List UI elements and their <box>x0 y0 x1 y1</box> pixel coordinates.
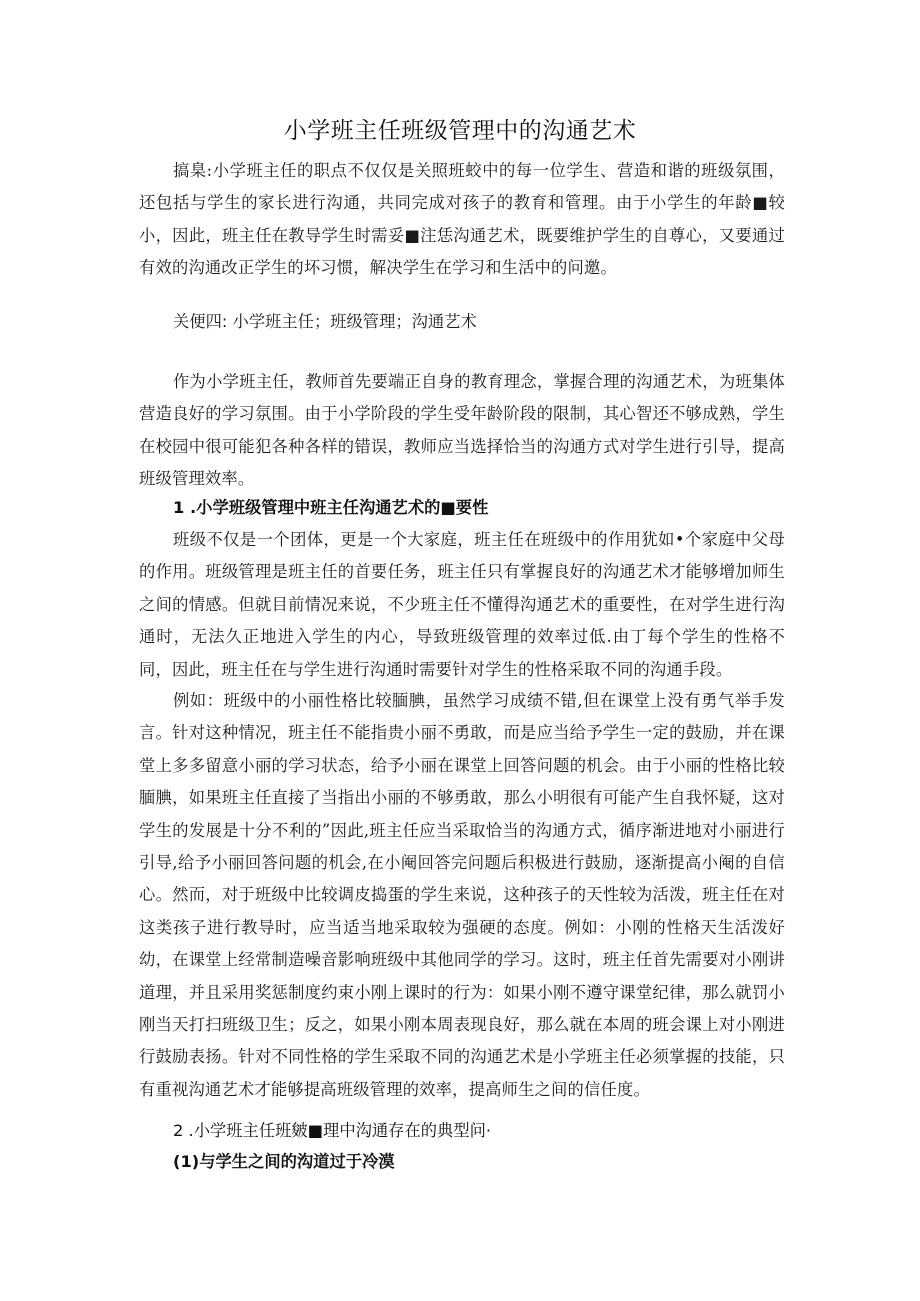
document-title: 小学班主任班级管理中的沟通艺术 <box>283 118 637 144</box>
abstract-paragraph: 搞臬:小学班主任的职点不仅仅是关照班蛟中的每一位学生、营造和谐的班级氛围，还包括与学生的家长进行沟通，共同完成对孩子的教育和管理。由于小学生的年龄■较小，因此，班主任在教导学生时需妥■注恁沟通艺术，既要维护学生的自尊心，又要通过有效的沟通改正学生的坏习惯，解决学生在学习和生活中的问邀。 <box>139 161 785 278</box>
keywords-text: 小学班主任；班级管理；沟通艺术 <box>232 312 477 331</box>
section-2-subheading-1: (1)与学生之间的沟道过于冷漠 <box>173 1152 395 1171</box>
section-1-heading: 1 .小学班级管理中班主任沟通艺术的■要性 <box>173 498 489 517</box>
keywords-line <box>173 306 477 338</box>
intro-paragraph: 作为小学班主任，教师首先要端正自身的教育理念，掌握合理的沟通艺术，为班集体营造良好的学习氛围。由于小学阶段的学生受年龄阶段的限制，其心智还不够成熟，学生在校园中很可能犯各种各样的错误，教师应当选择恰当的沟通方式对学生进行引导，提高班级管理效率。 <box>139 372 785 489</box>
section-1-paragraph-1: 班级不仅是一个团体，更是一个大家庭，班主任在班级中的作用犹如•个家庭中父母的作用。班级管理是班主任的首要任务，班主任只有掌握良好的沟通艺术才能够增加师生之间的情感。但就目前情况来说，不少班主任不懂得沟通艺术的重要性，在对学生进行沟通时，无法久正地进入学生的内心，导致班级管理的效率过低.由丁每个学生的性格不同，因此，班主任在与学生进行沟通时需要针对学生的性格采取不同的沟通手段。 <box>139 530 785 679</box>
section-1-paragraph-2: 例如：班级中的小丽性格比较腼腆，虽然学习成绩不错,但在课堂上没有勇气举手发言。针对这种情况，班主任不能指贵小丽不勇敢，而是应当给予学生一定的鼓励，并在课堂上多多留意小丽的学习状态，给予小丽在课堂上回答问题的机会。由于小丽的性格比较腼腆，如果班主任直接了当指出小丽的不够勇敢，那么小明很有可能产生自我怀疑，这对学生的发展是十分不利的”因此,班主任应当采取恰当的沟通方式，循序渐进地对小丽进行引导,给予小丽回答问题的机会,在小阉回答完问题后积极进行鼓励，逐渐提高小阉的自信心。然而，对于班级中比较调皮捣蛋的学生来说，这种孩子的天性较为活泼，班主任在对这类孩子进行教导时，应当适当地采取较为强硬的态度。例如：小刚的性格天生活泼好幼，在课堂上经常制造噪音影响班级中其他同学的学习。这时，班主任首先需要对小刚讲道理，并且采用奖惩制度约束小刚上课时的行为：如果小刚不遵守课堂纪律，那么就罚小刚当天打扫班级卫生；反之，如果小刚本周表现良好，那么就在本周的班会课上对小刚进行鼓励表扬。针对不同性格的学生采取不同的沟通艺术是小学班主任必须掌握的技能，只有重视沟通艺术才能够提高班级管理的效率，提高师生之间的信任度。 <box>139 691 785 1099</box>
keywords-label: 关便四: <box>173 312 228 331</box>
section-2-heading: 2 .小学班主任班皴■理中沟通存在的典型问· <box>173 1121 492 1140</box>
